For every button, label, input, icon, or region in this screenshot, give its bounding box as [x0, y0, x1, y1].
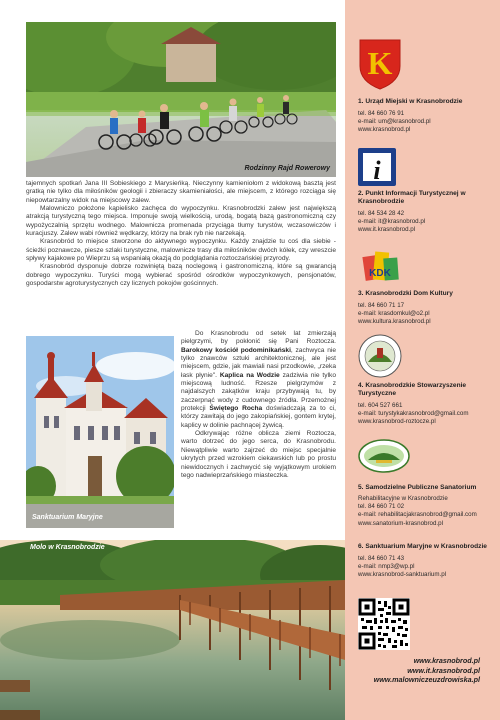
contact-3 — [358, 290, 498, 327]
intro-paragraph: tajemnych spotkań Jana III Sobieskiego z Marysieńką. Nieczynny kamieniołom z widokową basztą jest gratką nie tylko dla miłośników geologii i zbieraczy skamieniałości, ale miejscem, z którego rozciąga się niepowtarzalny widok na miejscowy zalew. — [26, 180, 336, 204]
sanctuary-photo — [26, 336, 174, 528]
contact-phone: tel. 84 660 76 91 — [358, 110, 405, 117]
highlight-chapel: Kaplica na Wodzie — [219, 371, 280, 379]
contact-6 — [358, 543, 498, 580]
contact-phone: tel. 84 660 71 17 — [358, 302, 405, 309]
cycling-rally-illustration — [26, 22, 336, 177]
highlight-church: Barokowy kościół podominikański — [181, 346, 291, 354]
contact-website[interactable]: www.krasnobrod-sanktuarium.pl — [358, 571, 447, 579]
link-it-krasnobrod[interactable]: www.it.krasnobrod.pl — [407, 665, 480, 675]
text-span: zadziwia nie tylko miejscową ludność. Rzesze pielgrzymów z najdalszych zakątków kraju przybywają tu, by zaczerpnąć wody z cudownego źródła. Przemożnej protekcji — [181, 371, 336, 413]
contact-phone: tel. 84 660 71 02 — [358, 503, 405, 511]
highlight-saint-roch: Świętego Rocha — [209, 405, 263, 413]
contact-phone: tel. 604 527 661 — [358, 402, 403, 409]
contact-website[interactable]: www.kultura.krasnobrod.pl — [358, 318, 431, 326]
contact-website[interactable]: www.it.krasnobrod.pl — [358, 226, 416, 234]
contact-5 — [358, 484, 498, 528]
active-leisure-paragraph: Krasnobród to miejsce stworzone do aktywnego wypoczynku. Każdy znajdzie tu coś dla siebie - ścieżki poznawcze, piesze szlaki turystyczne, malownicze trasy dla miłośników dwóch kółek, czy wreszcie spływy kajakowe po Wieprzu są wspaniałą okazją do podglądania roztoczańskiej przyrody. — [26, 238, 336, 263]
photo-caption-pier: Molo w Krasnobrodzie — [30, 544, 105, 551]
contact-title: 2. Punkt Informacji Turystycznej w Krasnobrodzie — [358, 190, 466, 205]
krasnobrod-coat-of-arms-icon — [358, 38, 402, 95]
contact-title: 3. Krasnobrodzki Dom Kultury — [358, 290, 453, 297]
lake-pier-illustration — [0, 540, 345, 720]
contact-email[interactable]: e-mail: nmp3@wp.pl — [358, 563, 415, 571]
lake-pier-photo — [0, 540, 345, 720]
contact-email[interactable]: e-mail: rehabilitacjakrasnobrod@gmail.com — [358, 511, 477, 519]
contact-email[interactable]: e-mail: um@krasnobrod.pl — [358, 118, 431, 126]
photo-caption-church: Sanktuarium Maryjne — [32, 514, 103, 521]
contact-title: 4. Krasnobrodzkie Stowarzyszenie Turystyczne — [358, 382, 467, 397]
contact-title: 6. Sanktuarium Maryjne w Krasnobrodzie — [358, 543, 487, 550]
text-span: Do Krasnobrodu od setek lat zmierzają pielgrzymi, by pokłonić się Pani Roztocza. — [181, 330, 336, 346]
info-letter: i — [373, 156, 381, 185]
contact-phone: tel. 84 534 28 42 — [358, 210, 405, 217]
text-span: doświadczają za to ci, którzy zawitają do jego zakopiańskiej, gontem krytej, kaplicy w dolinie pachnącej żywicą. — [181, 405, 336, 429]
pilgrimage-paragraph — [181, 330, 336, 430]
photo-caption-rally: Rodzinny Rajd Rowerowy — [244, 165, 330, 172]
kdk-text: KDK — [369, 268, 391, 279]
contact-phone: tel. 84 660 71 43 — [358, 555, 405, 562]
contact-title: 5. Samodzielne Publiczne Sanatorium — [358, 484, 477, 491]
contact-2 — [358, 190, 498, 235]
discover-paragraph: Odkrywając różne oblicza ziemi Roztocza, warto dotrzeć do jego serca, do Krasnobrodu. Niewątpliwie warto zajrzeć do miejsc specjalnie ukrytych przed wzrokiem ciekawskich lub po prostu niewidocznych i zachwycić się wyjątkowym urokiem tego nadwieprzańskiego miasteczka. — [181, 430, 336, 479]
sanctuary-illustration — [26, 336, 174, 528]
contact-title: 1. Urząd Miejski w Krasnobrodzie — [358, 98, 463, 105]
contact-website[interactable]: www.sanatorium-krasnobrod.pl — [358, 519, 443, 527]
contact-email[interactable]: e-mail: turystykakrasnobrod@gmail.com — [358, 410, 469, 418]
lake-paragraph: Malowniczo położone kąpielisko zachęca do wypoczynku. Krasnobrodzki zalew jest największą atrakcją turystyczną tego miejsca. Imponuje swoją wielkością, urodą, bogatą bazą gastronomiczną czy wypożyczalnią sprzętu wodnego. Malownicza promenada przyciąga tłumy turystów, wczasowiczów i kuracjuszy. Zalew wabi również wędkarzy, którzy na brak ryb nie narzekają. — [26, 205, 336, 238]
accommodation-paragraph: Krasnobród dysponuje dobrze rozwiniętą bazą noclegową i gastronomiczną, które są gwarancją dobrego wypoczynku. Turyści mogą wybierać spośród ośrodków wypoczynkowych, pensjonatów, gospodarstw agroturystycznych czy licznych pokojów gościnnych. — [26, 263, 336, 288]
contact-4 — [358, 382, 498, 427]
contact-subtitle: Rehabilitacyjne w Krasnobrodzie — [358, 495, 448, 502]
article-text-top — [26, 180, 336, 288]
contact-website[interactable]: www.krasnobrod-roztocze.pl — [358, 418, 436, 426]
tourist-info-icon — [358, 148, 396, 191]
link-malownicze-uzdrowiska[interactable]: www.malowniczeuzdrowiska.pl — [373, 675, 480, 684]
contact-email[interactable]: e-mail: krasdomkul@o2.pl — [358, 310, 430, 318]
culture-house-logo-icon — [358, 246, 402, 291]
article-text-column — [181, 330, 336, 480]
contact-email[interactable]: e-mail: it@krasnobrod.pl — [358, 218, 426, 226]
footer-links — [374, 656, 480, 685]
sanatorium-logo-icon — [358, 438, 410, 479]
link-krasnobrod[interactable]: www.krasnobrod.pl — [413, 656, 480, 665]
contact-website[interactable]: www.krasnobrod.pl — [358, 126, 411, 134]
cycling-rally-photo — [26, 22, 336, 177]
contact-1 — [358, 98, 498, 135]
coat-letter: K — [367, 45, 393, 81]
qr-code-icon[interactable] — [358, 598, 410, 650]
text-span: , zachwyca nie tylko znawców sztuki architektonicznej, ale jest miejscem, gdzie, jak mawiali nasi przodkowie, „rzeka łask płynie". — [181, 346, 336, 379]
tourism-association-emblem-icon — [358, 334, 402, 383]
